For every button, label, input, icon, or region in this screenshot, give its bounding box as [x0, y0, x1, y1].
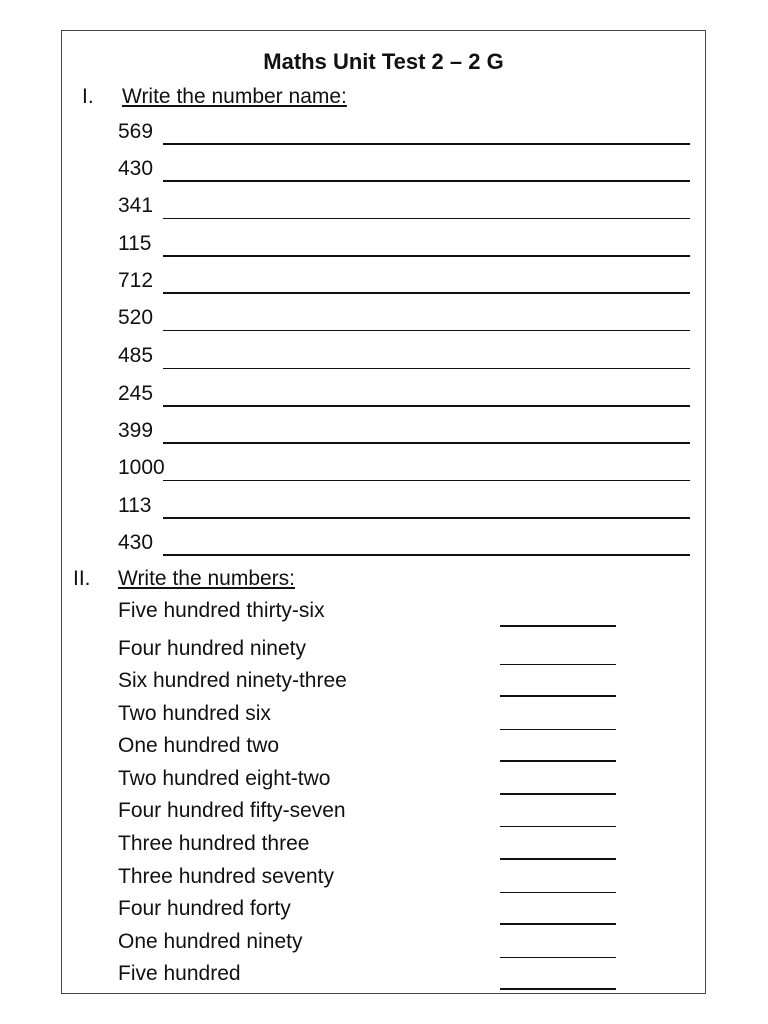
list-item — [118, 339, 690, 369]
number-words-label: One hundred ninety — [118, 930, 303, 953]
list-item — [118, 635, 618, 665]
answer-line[interactable] — [163, 292, 690, 294]
answer-line[interactable] — [163, 405, 690, 407]
number-label: 1000 — [118, 456, 165, 479]
number-words-label: Four hundred fifty-seven — [118, 799, 346, 822]
answer-line[interactable] — [163, 330, 690, 331]
number-words-label: Five hundred — [118, 962, 241, 985]
list-item — [118, 797, 618, 827]
number-words-label: One hundred two — [118, 734, 280, 757]
number-words-label: Five hundred thirty-six — [118, 599, 325, 622]
number-label: 569 — [118, 120, 154, 143]
list-item — [118, 152, 690, 182]
answer-blank[interactable] — [500, 826, 616, 827]
number-words-label: Four hundred ninety — [118, 637, 306, 660]
answer-blank[interactable] — [500, 695, 616, 697]
number-label: 115 — [118, 232, 152, 255]
list-item — [118, 451, 690, 481]
number-label: 712 — [118, 269, 154, 292]
list-item — [118, 895, 618, 925]
list-item — [118, 264, 690, 294]
list-item — [118, 189, 690, 219]
answer-line[interactable] — [163, 143, 690, 145]
answer-line[interactable] — [163, 255, 690, 257]
number-label: 341 — [118, 194, 154, 217]
list-item — [118, 928, 618, 958]
number-label: 430 — [118, 157, 154, 180]
answer-blank[interactable] — [500, 793, 616, 795]
answer-blank[interactable] — [500, 892, 616, 893]
answer-blank[interactable] — [500, 858, 616, 860]
list-item — [118, 830, 618, 860]
number-label: 520 — [118, 306, 154, 329]
list-item — [118, 115, 690, 145]
list-item — [118, 700, 618, 730]
answer-blank[interactable] — [500, 625, 616, 627]
number-words-label: Three hundred three — [118, 832, 310, 855]
answer-line[interactable] — [163, 368, 690, 369]
section-numeral: I. — [82, 85, 94, 108]
answer-line[interactable] — [163, 517, 690, 519]
number-words-label: Four hundred forty — [118, 897, 291, 920]
answer-line[interactable] — [163, 180, 690, 182]
answer-blank[interactable] — [500, 923, 616, 925]
section-heading: Write the number name: — [122, 85, 347, 108]
list-item — [118, 414, 690, 444]
answer-blank[interactable] — [500, 664, 616, 665]
list-item — [118, 667, 618, 697]
list-item — [118, 301, 690, 331]
list-item — [118, 526, 690, 556]
page-title: Maths Unit Test 2 – 2 G — [263, 49, 504, 74]
answer-line[interactable] — [163, 480, 690, 481]
number-label: 245 — [118, 382, 154, 405]
number-label: 399 — [118, 419, 154, 442]
list-item — [118, 489, 690, 519]
section-numeral: II. — [73, 567, 91, 590]
list-item — [118, 863, 618, 893]
number-label: 430 — [118, 531, 154, 554]
number-label: 113 — [118, 494, 152, 517]
list-item — [118, 765, 618, 795]
worksheet-page — [61, 30, 706, 994]
answer-blank[interactable] — [500, 988, 616, 990]
number-words-label: Six hundred ninety-three — [118, 669, 347, 692]
section-heading: Write the numbers: — [118, 567, 296, 590]
answer-blank[interactable] — [500, 957, 616, 958]
answer-line[interactable] — [163, 218, 690, 219]
list-item — [118, 377, 690, 407]
number-words-label: Three hundred seventy — [118, 865, 334, 888]
list-item — [118, 597, 618, 627]
answer-blank[interactable] — [500, 760, 616, 762]
list-item — [118, 732, 618, 762]
answer-blank[interactable] — [500, 729, 616, 730]
number-words-label: Two hundred six — [118, 702, 271, 725]
answer-line[interactable] — [163, 554, 690, 556]
list-item — [118, 960, 618, 990]
number-words-label: Two hundred eight-two — [118, 767, 331, 790]
list-item — [118, 227, 690, 257]
answer-line[interactable] — [163, 442, 690, 444]
number-label: 485 — [118, 344, 154, 367]
